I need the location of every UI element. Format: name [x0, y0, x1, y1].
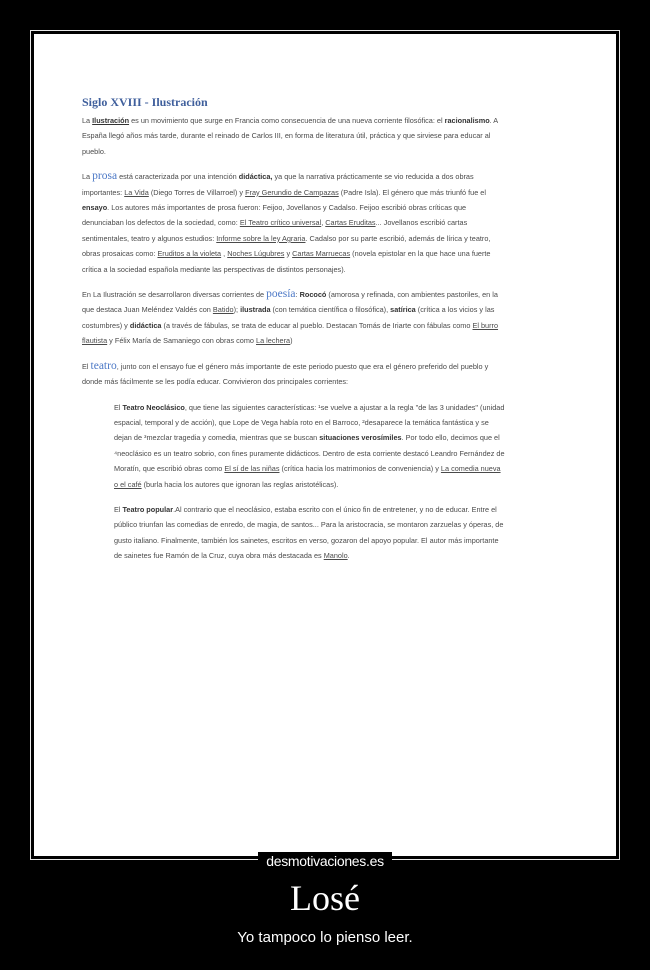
term-teatro: teatro: [90, 359, 117, 372]
paragraph-poesia: [82, 287, 506, 349]
work-title: La lechera: [256, 336, 291, 346]
text-run: (crítica hacia los matrimonios de conveniencia) y: [279, 464, 441, 474]
term-didactica: didáctica,: [238, 172, 273, 182]
document-title: Siglo XVIII - Ilustración: [82, 95, 208, 109]
text-run: El: [114, 402, 123, 412]
text-run: y Félix María de Samaniego con obras como: [107, 336, 257, 346]
term-poesia: poesía: [266, 288, 296, 301]
term-prosa: prosa: [92, 170, 118, 183]
work-title: Noches Lúgubres: [227, 249, 285, 259]
term-didactica: didáctica: [129, 320, 162, 330]
paragraph-teatro-popular: [114, 502, 506, 564]
term-teatro-popular: Teatro popular: [122, 504, 174, 514]
text-run: (amorosa y refinada, con ambientes pastoriles, en la que destaca Juan Meléndez Valdés con: [82, 290, 498, 315]
work-title: Cartas Eruditas: [325, 218, 376, 228]
text-run: ,: [321, 218, 326, 228]
text-run: ... Jovellanos escribió cartas sentimentales, teatro y algunos estudios:: [82, 218, 468, 243]
term-ilustracion: Ilustración: [92, 116, 130, 125]
text-run: (crítica a los vicios y las costumbres) y: [82, 305, 495, 330]
work-title: Batido: [212, 305, 234, 315]
text-run: , junto con el ensayo fue el género más importante de este periodo puesto que era el género preferido del pueblo y donde más fácilmente se les podía educar. Convivieron dos principales corrientes:: [82, 361, 489, 387]
work-title: Fray Gerundio de Campazas: [245, 187, 339, 197]
poster-caption: Yo tampoco lo pienso leer.: [237, 929, 413, 946]
text-run: El: [82, 361, 91, 371]
text-run: (burla hacia los autores que ignoran las reglas aristotélicas).: [141, 479, 339, 489]
text-run: );: [233, 305, 241, 315]
text-run: .: [347, 551, 350, 561]
term-ilustrada: ilustrada: [240, 305, 271, 315]
paragraph-ilustracion: [82, 113, 506, 159]
work-title: La comedia nueva o el café: [114, 464, 501, 489]
term-rococo: Rococó: [299, 290, 327, 300]
document-text: [82, 94, 506, 574]
brand-logo: desmotivaciones.es: [258, 852, 392, 870]
text-run: :: [295, 290, 300, 300]
term-racionalismo: racionalismo: [444, 116, 490, 125]
term-teatro-neoclasico: Teatro Neoclásico: [122, 402, 185, 412]
paragraph-prosa: [82, 169, 506, 277]
paragraph-teatro: [82, 359, 506, 390]
text-run: La: [82, 116, 93, 125]
text-run: . Cadalso por su parte escribió, además de lírica y teatro, obras prosaicas como:: [82, 233, 491, 259]
work-title: El burro flautista: [82, 320, 499, 346]
work-title: El sí de las niñas: [224, 464, 280, 474]
text-run: . Los autores más importantes de prosa fueron: Feijoo, Jovellanos y Cadalso. Feijoo escribió obras críticas que denunciaban los defectos de la sociedad, como:: [82, 203, 467, 228]
term-satirica: satírica: [390, 305, 416, 315]
text-run: y: [284, 249, 293, 259]
work-title: La Vida: [124, 187, 149, 197]
brand-bar: [0, 852, 650, 870]
text-run: En La Ilustración se desarrollaron diversas corrientes de: [82, 290, 267, 300]
text-run: es un movimiento que surge en Francia como consecuencia de una nueva corriente filosófica: el: [129, 116, 445, 125]
paragraph-teatro-neoclasico: [114, 400, 506, 492]
text-run: (con temática científica o filosófica),: [270, 305, 391, 315]
text-run: ya que la narrativa prácticamente se vio reducida a dos obras importantes:: [82, 172, 474, 197]
term-situaciones-verosimiles: situaciones verosímiles: [319, 433, 402, 443]
poster-headline: Losé: [290, 878, 360, 918]
text-run: (a través de fábulas, se trata de educar al pueblo. Destacan Tomás de Iriarte con fábulas como: [161, 320, 473, 330]
text-run: (novela epistolar en la que hace una fuerte crítica a la sociedad española mediante las perspectivas de distintos personajes).: [82, 249, 491, 274]
text-run: . A España llegó años más tarde, durante el reinado de Carlos III, en forma de literatura útil, práctica y que sirviese para educar al pueblo.: [82, 116, 498, 156]
text-run: ): [290, 336, 293, 346]
work-title: El Teatro crítico universal: [239, 218, 322, 228]
text-run: está caracterizada por una intención: [117, 172, 239, 182]
text-run: El: [114, 504, 123, 514]
work-title: Manolo: [323, 551, 348, 561]
text-run: (Padre Isla). El género que más triunfó fue el: [338, 187, 486, 197]
text-run: (Diego Torres de Villarroel) y: [148, 187, 246, 197]
work-title: Cartas Marruecas: [292, 249, 351, 259]
text-run: .Al contrario que el neoclásico, estaba escrito con el único fin de entretener, y no de educar. Entre el público triunfan las comedias de enredo, de magia, de santos... Para la aristocracia, se montaron zarzuelas y óperas, de gusto italiano. Finalmente, también los sainetes, escritos en verso, gozaron del apoyo popular. El autor más importante de sainetes fue Ramón de la Cruz, cuya obra más destacada es: [114, 504, 504, 561]
text-run: La: [82, 172, 93, 182]
work-title: Eruditos a la violeta: [157, 249, 222, 259]
text-run: . Por todo ello, decimos que el ⁴neoclásico es un teatro sobrio, con fines puramente didácticos. Dentro de esta corriente destacó Leandro Fernández de Moratín, que escribió obras como: [114, 433, 505, 474]
text-run: ,: [221, 249, 228, 259]
term-ensayo: ensayo: [82, 203, 108, 213]
work-title: Informe sobre la ley Agraria: [216, 233, 306, 243]
text-run: , que tiene las siguientes características: ¹se vuelve a ajustar a la regla "de las 3 unidades" (unidad espacial, temporal y de acción), que Lope de Vega había roto en el Barroco, ²desaparece la temática fantástica y se dejan de ³mezclar tragedia y comedia, mientras que se buscan: [114, 402, 505, 443]
